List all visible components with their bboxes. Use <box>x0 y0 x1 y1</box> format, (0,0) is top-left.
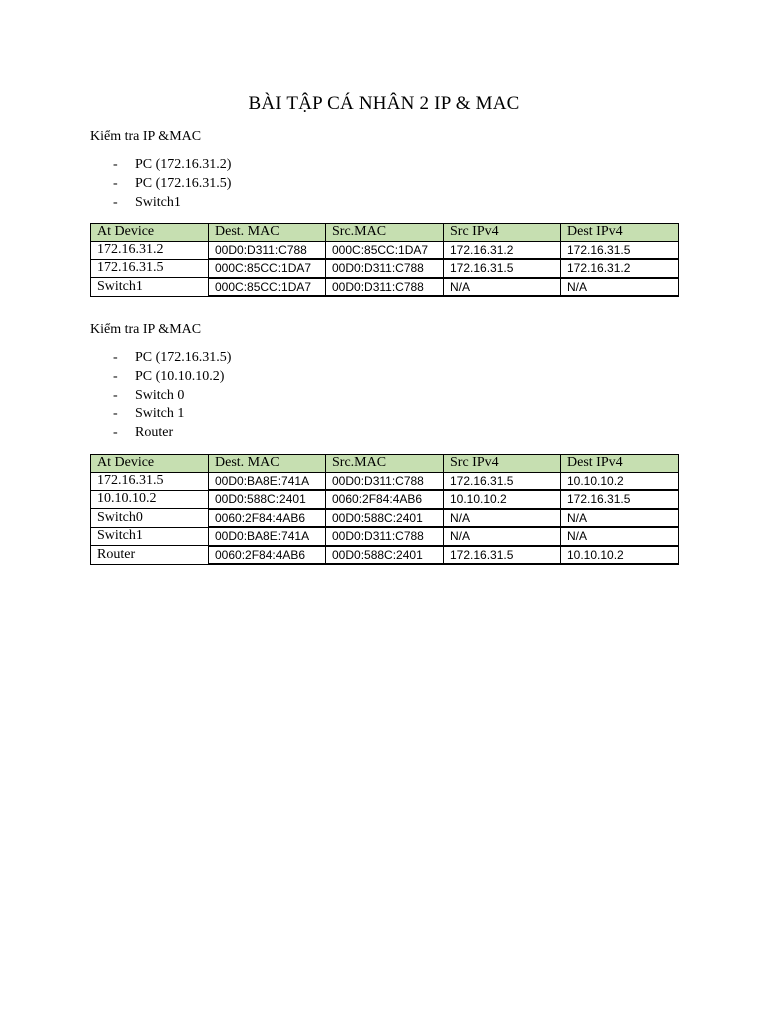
table-row <box>91 490 679 509</box>
table-cell: Switch1 <box>91 278 209 297</box>
table-cell: 172.16.31.5 <box>444 259 561 278</box>
table-cell: N/A <box>444 527 561 546</box>
list-item-text: Switch1 <box>135 194 181 210</box>
bullet-dash: - <box>113 387 118 403</box>
table-cell: N/A <box>444 509 561 528</box>
section-2-table <box>90 454 679 565</box>
table-cell: 00D0:D311:C788 <box>209 241 326 259</box>
table-cell: 0060:2F84:4AB6 <box>209 546 326 565</box>
table-cell: 172.16.31.5 <box>444 472 561 490</box>
table-header-row <box>91 455 679 473</box>
table-cell: 172.16.31.2 <box>444 241 561 259</box>
table-cell: 000C:85CC:1DA7 <box>326 241 444 259</box>
bullet-dash: - <box>113 406 118 422</box>
bullet-dash: - <box>113 175 118 191</box>
table-cell: 00D0:588C:2401 <box>209 490 326 509</box>
section-1-heading: Kiểm tra IP &MAC <box>90 129 202 144</box>
table-cell: 00D0:D311:C788 <box>326 472 444 490</box>
table-cell: 10.10.10.2 <box>444 490 561 509</box>
list-item-text: Router <box>135 425 174 441</box>
column-header-dest-mac: Dest. MAC <box>209 455 326 473</box>
table-cell: 00D0:BA8E:741A <box>209 527 326 546</box>
bullet-dash: - <box>113 368 118 384</box>
table-cell: 172.16.31.5 <box>561 490 679 509</box>
section-2-heading: Kiểm tra IP &MAC <box>90 322 202 337</box>
table-row <box>91 259 679 278</box>
table-cell: Switch0 <box>91 509 209 528</box>
table-cell: 00D0:588C:2401 <box>326 509 444 528</box>
table-cell: 00D0:BA8E:741A <box>209 472 326 490</box>
table-cell: N/A <box>561 527 679 546</box>
table-cell: 00D0:588C:2401 <box>326 546 444 565</box>
table-cell: 0060:2F84:4AB6 <box>326 490 444 509</box>
table-cell: 10.10.10.2 <box>91 490 209 509</box>
table-cell: Router <box>91 546 209 565</box>
table-cell: 172.16.31.5 <box>91 472 209 490</box>
table-cell: 10.10.10.2 <box>561 472 679 490</box>
list-item-text: Switch 1 <box>135 406 185 422</box>
bullet-dash: - <box>113 350 118 365</box>
list-item-text: PC (172.16.31.2) <box>135 157 232 172</box>
column-header-at-device: At Device <box>91 455 209 473</box>
table-cell: 00D0:D311:C788 <box>326 527 444 546</box>
table-row <box>91 527 679 546</box>
list-item-text: PC (172.16.31.5) <box>135 350 232 365</box>
table-cell: 00D0:D311:C788 <box>326 278 444 297</box>
table-row <box>91 278 679 297</box>
list-item-text: PC (172.16.31.5) <box>135 175 232 191</box>
table-cell: 000C:85CC:1DA7 <box>209 259 326 278</box>
bullet-dash: - <box>113 194 118 210</box>
table-row <box>91 472 679 490</box>
page-title: BÀI TẬP CÁ NHÂN 2 IP & MAC <box>248 93 520 114</box>
table-cell: 172.16.31.2 <box>91 241 209 259</box>
column-header-src-ipv4: Src IPv4 <box>444 455 561 473</box>
table-header-row <box>91 224 679 242</box>
table-cell: N/A <box>444 278 561 297</box>
section-1-table <box>90 223 679 297</box>
list-item-text: PC (10.10.10.2) <box>135 368 225 384</box>
table-cell: N/A <box>561 509 679 528</box>
bullet-dash: - <box>113 157 118 172</box>
table-cell: 10.10.10.2 <box>561 546 679 565</box>
table-row <box>91 509 679 528</box>
table-cell: 00D0:D311:C788 <box>326 259 444 278</box>
table-cell: 000C:85CC:1DA7 <box>209 278 326 297</box>
table-cell: N/A <box>561 278 679 297</box>
table-row <box>91 546 679 565</box>
column-header-src-mac: Src.MAC <box>326 455 444 473</box>
table-cell: Switch1 <box>91 527 209 546</box>
table-cell: 172.16.31.5 <box>444 546 561 565</box>
column-header-dest-mac: Dest. MAC <box>209 224 326 242</box>
list-item-text: Switch 0 <box>135 387 185 403</box>
column-header-dest-ipv4: Dest IPv4 <box>561 224 679 242</box>
column-header-at-device: At Device <box>91 224 209 242</box>
table-cell: 172.16.31.5 <box>91 259 209 278</box>
table-row <box>91 241 679 259</box>
table-cell: 0060:2F84:4AB6 <box>209 509 326 528</box>
table-cell: 172.16.31.5 <box>561 241 679 259</box>
column-header-src-ipv4: Src IPv4 <box>444 224 561 242</box>
column-header-dest-ipv4: Dest IPv4 <box>561 455 679 473</box>
column-header-src-mac: Src.MAC <box>326 224 444 242</box>
table-cell: 172.16.31.2 <box>561 259 679 278</box>
bullet-dash: - <box>113 425 118 441</box>
